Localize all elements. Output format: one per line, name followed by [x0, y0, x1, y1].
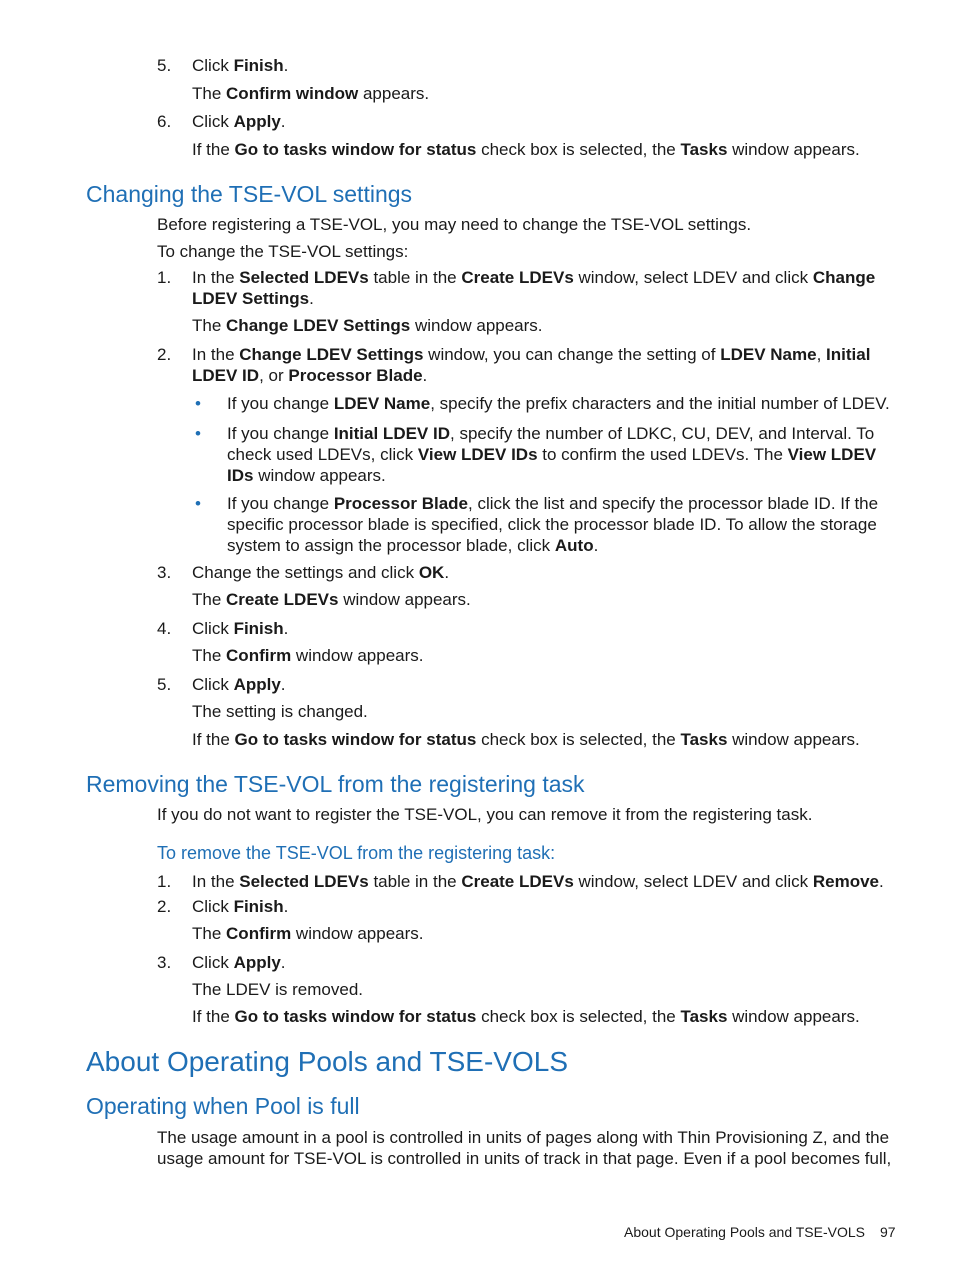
step-result: If the Go to tasks window for status check box is selected, the Tasks window appears.: [192, 730, 860, 749]
step-result: The LDEV is removed.: [192, 980, 364, 999]
step-text: In the Selected LDEVs table in the Create LDEVs window, select LDEV and click Remove.: [192, 872, 884, 891]
step-result: The Create LDEVs window appears.: [192, 590, 471, 609]
step-result: If the Go to tasks window for status check box is selected, the Tasks window appears.: [192, 140, 860, 159]
step-result: The Change LDEV Settings window appears.: [192, 316, 543, 335]
bullet-icon: •: [195, 424, 201, 443]
step-number: 2.: [157, 345, 172, 364]
intro-text: If you do not want to register the TSE-VOL, you can remove it from the registering task.: [157, 805, 813, 824]
step-result: The Confirm window appears.: [192, 924, 424, 943]
step-text: In the Change LDEV Settings window, you can change the setting of LDEV Name, Initial LDEV ID, or Processor Blade.: [192, 345, 871, 385]
step-number: 4.: [157, 619, 172, 638]
step-number: 1.: [157, 268, 172, 287]
bullet-text: If you change Initial LDEV ID, specify the number of LDKC, CU, DEV, and Interval. To check used LDEVs, click View LDEV IDs to confirm the used LDEVs. The View LDEV IDs window appears.: [227, 424, 877, 485]
intro-text: To change the TSE-VOL settings:: [157, 242, 409, 261]
intro-text: Before registering a TSE-VOL, you may need to change the TSE-VOL settings.: [157, 215, 752, 234]
step-text: Click Finish.: [192, 619, 289, 638]
footer-title: About Operating Pools and TSE-VOLS: [624, 1224, 865, 1240]
step-number: 6.: [157, 112, 172, 131]
step-text: Click Finish.: [192, 897, 289, 916]
step-number: 2.: [157, 897, 172, 916]
procedure-heading: To remove the TSE-VOL from the registering task:: [157, 843, 556, 863]
step-number: 5.: [157, 56, 172, 75]
step-number: 3.: [157, 563, 172, 582]
step-text: Click Apply.: [192, 953, 286, 972]
step-number: 3.: [157, 953, 172, 972]
step-text: Click Apply.: [192, 675, 286, 694]
step-text: In the Selected LDEVs table in the Create LDEVs window, select LDEV and click Change LDEV Settings.: [192, 268, 876, 308]
bullet-icon: •: [195, 494, 201, 513]
section-heading: Changing the TSE-VOL settings: [86, 181, 413, 207]
step-text: Click Apply.: [192, 112, 286, 131]
chapter-heading: About Operating Pools and TSE-VOLS: [86, 1046, 568, 1077]
step-text: Change the settings and click OK.: [192, 563, 450, 582]
step-number: 1.: [157, 872, 172, 891]
bullet-text: If you change LDEV Name, specify the prefix characters and the initial number of LDEV.: [227, 394, 890, 413]
step-text: Click Finish.: [192, 56, 289, 75]
body-paragraph: The usage amount in a pool is controlled in units of pages along with Thin Provisioning Z, and the usage amount for TSE-VOL is controlled in units of track in that page. Even if a pool becomes full,: [157, 1128, 892, 1168]
section-heading: Operating when Pool is full: [86, 1093, 360, 1119]
section-heading: Removing the TSE-VOL from the registering task: [86, 771, 585, 797]
step-number: 5.: [157, 675, 172, 694]
step-result: The setting is changed.: [192, 702, 368, 721]
bullet-text: If you change Processor Blade, click the list and specify the processor blade ID. If the specific processor blade is specified, click the processor blade ID. To allow the storage system to assign the processor blade, click Auto.: [227, 494, 879, 555]
page-number: 97: [880, 1224, 896, 1240]
step-result: The Confirm window appears.: [192, 646, 424, 665]
bullet-icon: •: [195, 394, 201, 413]
step-result: The Confirm window appears.: [192, 84, 430, 103]
step-result: If the Go to tasks window for status check box is selected, the Tasks window appears.: [192, 1007, 860, 1026]
